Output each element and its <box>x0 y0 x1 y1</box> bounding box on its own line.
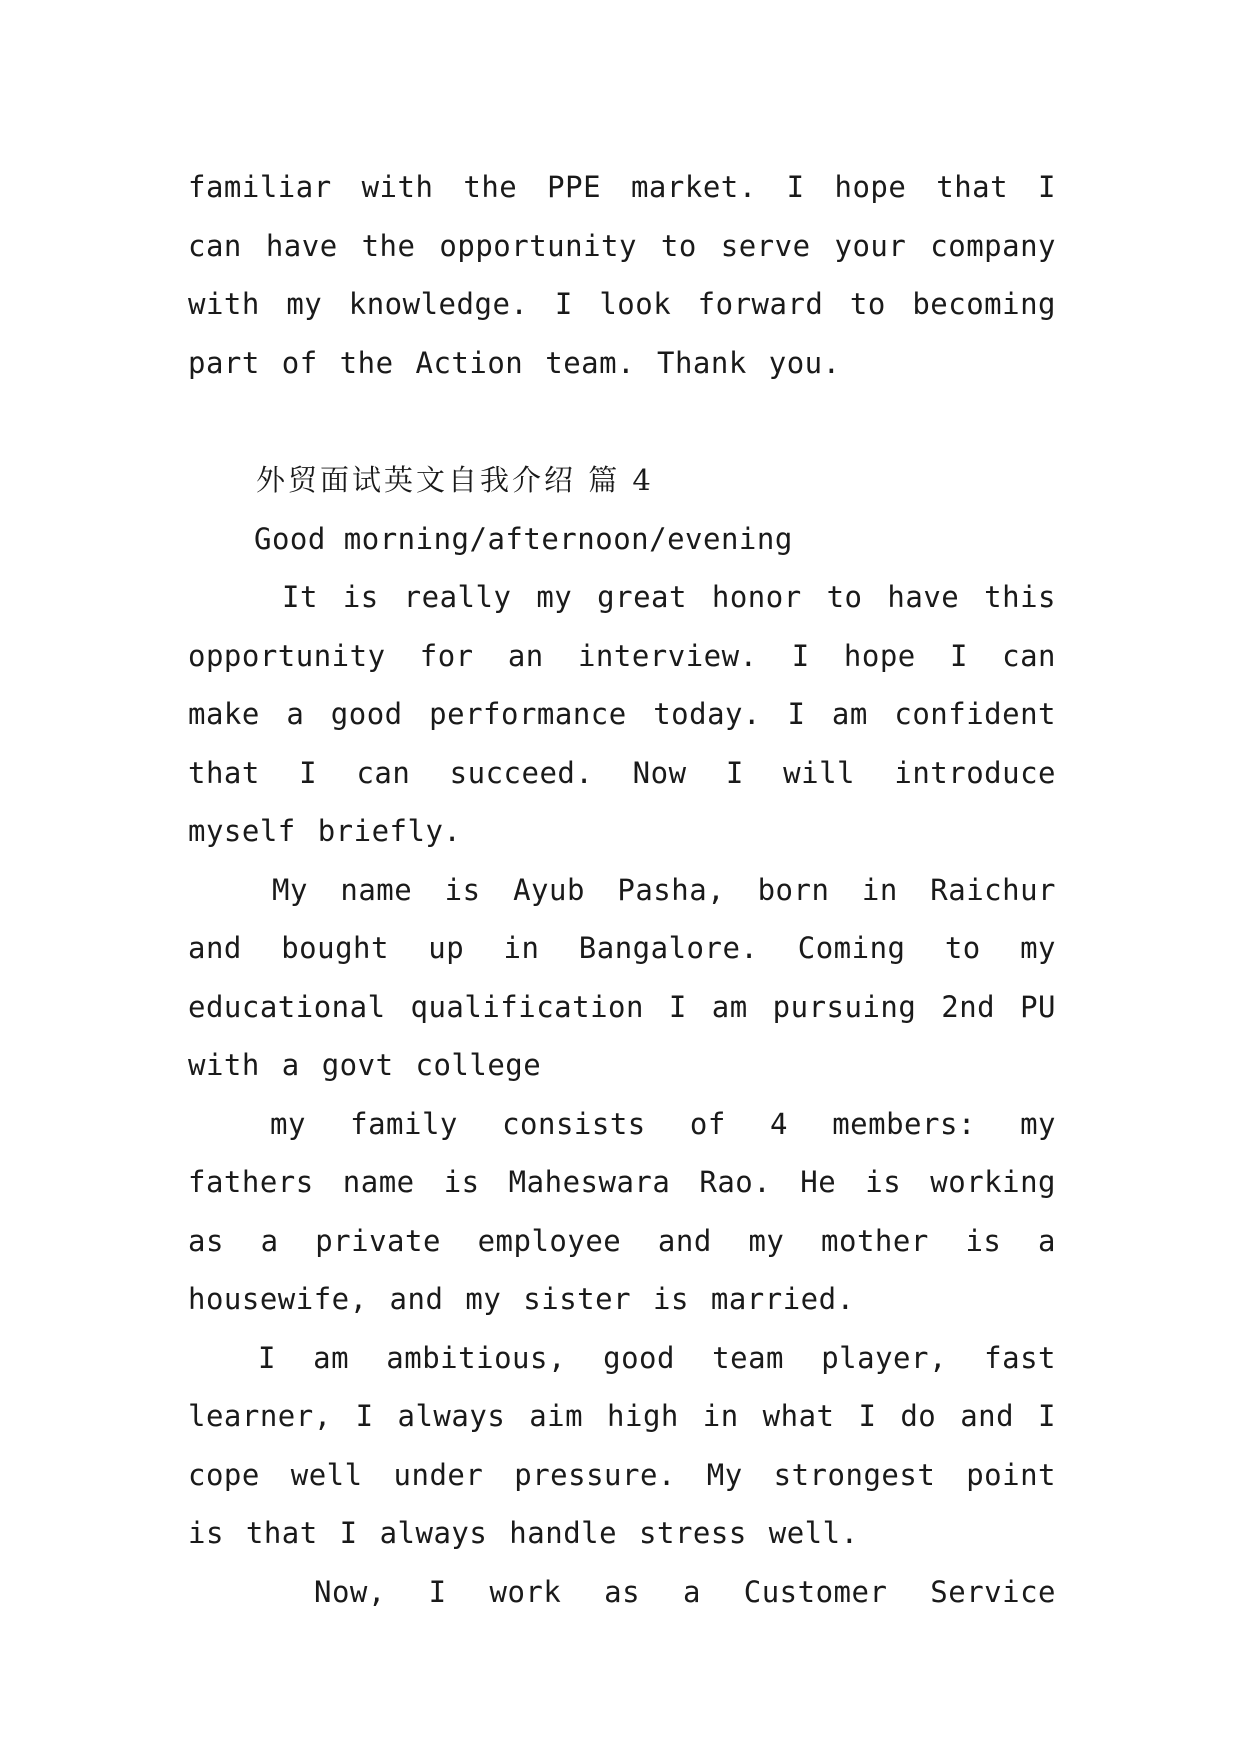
top-text-block <box>188 158 1056 392</box>
paragraph-honor: It is really my great honor to have this opportunity for an interview. I hope I can make a good performance today. I am confident that I can succeed. Now I will introduce myself briefly. <box>188 580 1056 848</box>
paragraph-family: my family consists of 4 members: my fathers name is Maheswara Rao. He is working as a private employee and my mother is a housewife, and my sister is married. <box>188 1106 1056 1316</box>
continuation-paragraph: familiar with the PPE market. I hope that I can have the opportunity to serve your company with my knowledge. I look forward to becoming part of the Action team. Thank you. <box>188 170 1056 380</box>
greeting-line: Good morning/afternoon/evening <box>254 521 793 556</box>
section-4-block <box>188 451 1056 1621</box>
paragraph-work: Now, I work as a Customer Service <box>314 1574 1056 1609</box>
paragraph-name: My name is Ayub Pasha, born in Raichur and bought up in Bangalore. Coming to my educational qualification I am pursuing 2nd PU with a govt college <box>188 872 1056 1082</box>
section-heading: 外贸面试英文自我介绍 篇 4 <box>256 463 654 497</box>
paragraph-strengths: I am ambitious, good team player, fast learner, I always aim high in what I do and I cope well under pressure. My strongest point is that I always handle stress well. <box>188 1340 1056 1550</box>
